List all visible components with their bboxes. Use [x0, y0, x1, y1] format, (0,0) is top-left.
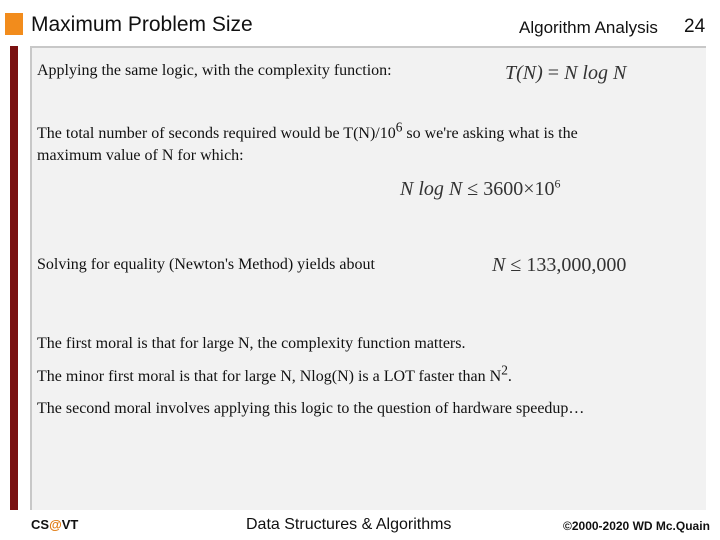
course-topic: Algorithm Analysis [519, 18, 658, 37]
slide-title: Maximum Problem Size [31, 13, 253, 36]
moral-second: The second moral involves applying this logic to the question of hardware speedup… [37, 400, 585, 417]
newton-line: Solving for equality (Newton's Method) yields about [37, 256, 375, 273]
total-seconds-tail: so we're asking what is the [402, 125, 578, 142]
eq2-exponent: 6 [554, 176, 561, 191]
moral-minor-text: The minor first moral is that for large N, Nlog(N) is a LOT faster than N [37, 368, 502, 385]
total-seconds-exponent: 6 [395, 119, 403, 135]
moral-minor-exponent: 2 [501, 362, 508, 378]
eq3-rest: ≤ 133,000,000 [505, 254, 627, 276]
result-equation [492, 254, 626, 277]
moral-minor-tail: . [507, 368, 512, 385]
inequality-equation [400, 178, 561, 201]
left-accent-bar [10, 46, 18, 510]
footer-institution-cs: CS [31, 517, 50, 532]
footer-course: Data Structures & Algorithms [246, 516, 452, 533]
content-panel [30, 46, 706, 510]
panel-left-border [30, 46, 32, 510]
eq1-equals: = [542, 62, 565, 84]
title-accent-square [5, 13, 23, 35]
eq2-lhs: N log N [400, 178, 463, 200]
total-seconds-line [37, 119, 677, 145]
eq1-lhs: T(N) [505, 62, 543, 84]
footer-institution-at: @ [49, 517, 62, 532]
footer-institution-vt: VT [61, 517, 79, 532]
eq3-var: N [492, 254, 506, 276]
total-seconds-text: The total number of seconds required would be T(N)/10 [37, 125, 396, 142]
intro-line: Applying the same logic, with the complexity function: [37, 62, 392, 79]
complexity-equation [505, 62, 626, 85]
moral-minor [37, 362, 512, 388]
footer-copyright: ©2000-2020 WD Mc.Quain [563, 519, 710, 533]
moral-first: The first moral is that for large N, the complexity function matters. [37, 335, 466, 352]
eq2-op: ≤ 3600×10 [462, 178, 555, 200]
question-line: maximum value of N for which: [37, 147, 244, 164]
eq1-rhs: N log N [564, 62, 627, 84]
footer-institution [31, 517, 78, 532]
panel-top-border [30, 46, 706, 48]
page-number: 24 [684, 16, 706, 37]
